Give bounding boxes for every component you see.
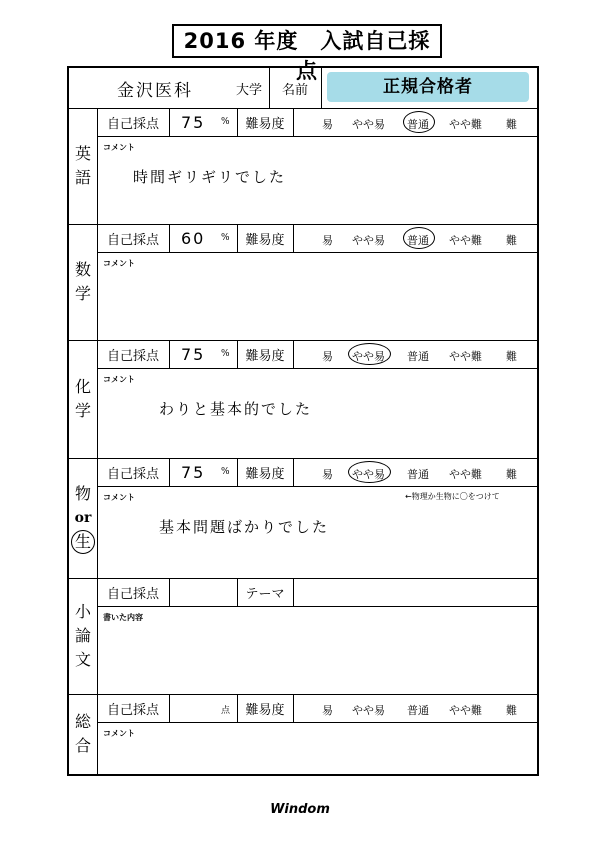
difficulty-option[interactable]: やや難 bbox=[449, 468, 482, 481]
selected-circle bbox=[348, 461, 391, 483]
university-handwritten: 金沢医科 bbox=[117, 81, 193, 101]
row-line bbox=[97, 606, 537, 607]
col-line bbox=[169, 458, 170, 486]
row-line bbox=[97, 252, 537, 253]
col-line bbox=[293, 458, 294, 486]
subject-label bbox=[69, 224, 97, 340]
difficulty-label: 難易度 bbox=[245, 348, 285, 364]
difficulty-option[interactable]: 難 bbox=[506, 118, 517, 131]
comment-label: コメント bbox=[103, 493, 135, 502]
difficulty-label: 難易度 bbox=[245, 702, 285, 718]
difficulty-option[interactable]: 普通 bbox=[407, 234, 429, 247]
subject-char: 化 bbox=[74, 377, 91, 396]
row-line bbox=[97, 486, 537, 487]
difficulty-option[interactable]: 難 bbox=[506, 234, 517, 247]
difficulty-option[interactable]: やや難 bbox=[449, 350, 482, 363]
col-line bbox=[293, 340, 294, 368]
subject-char: 数 bbox=[74, 260, 91, 279]
subject-char: 総 bbox=[74, 712, 91, 731]
difficulty-option[interactable]: やや難 bbox=[449, 118, 482, 131]
score-unit: % bbox=[221, 117, 230, 127]
score-unit: % bbox=[221, 467, 230, 477]
subject-char: 生 bbox=[71, 530, 95, 554]
selected-circle bbox=[403, 227, 435, 249]
difficulty-option[interactable]: 難 bbox=[506, 704, 517, 717]
difficulty-option[interactable]: 普通 bbox=[407, 468, 429, 481]
difficulty-option[interactable]: 普通 bbox=[407, 704, 429, 717]
difficulty-option[interactable]: やや易 bbox=[352, 234, 385, 247]
col-line bbox=[169, 224, 170, 252]
comment-label: コメント bbox=[103, 375, 135, 384]
subject-char: 文 bbox=[74, 650, 91, 669]
col-line bbox=[169, 340, 170, 368]
subject-label bbox=[69, 108, 97, 224]
difficulty-option[interactable]: 普通 bbox=[407, 118, 429, 131]
comment-text: わりと基本的でした bbox=[159, 400, 313, 418]
col-line bbox=[169, 108, 170, 136]
comment-text: 時間ギリギリでした bbox=[133, 168, 287, 186]
difficulty-option[interactable]: やや易 bbox=[352, 118, 385, 131]
subject-char: 小 bbox=[74, 602, 91, 621]
difficulty-option[interactable]: やや易 bbox=[352, 704, 385, 717]
difficulty-option[interactable]: 普通 bbox=[407, 350, 429, 363]
difficulty-option[interactable]: 難 bbox=[506, 468, 517, 481]
comment-label: コメント bbox=[103, 729, 135, 738]
subject-char: 合 bbox=[74, 736, 91, 755]
row-line bbox=[97, 136, 537, 137]
col-line bbox=[169, 694, 170, 722]
col-line bbox=[293, 108, 294, 136]
difficulty-option[interactable]: やや難 bbox=[449, 234, 482, 247]
selected-circle bbox=[403, 111, 435, 133]
col-line bbox=[169, 578, 170, 606]
difficulty-option[interactable]: 易 bbox=[322, 350, 333, 363]
score-sheet bbox=[67, 66, 539, 776]
bio-note: ←物理か生物に〇をつけて bbox=[405, 492, 500, 501]
subject-label bbox=[69, 578, 97, 694]
difficulty-option[interactable]: 易 bbox=[322, 468, 333, 481]
difficulty-label: 難易度 bbox=[245, 466, 285, 482]
difficulty-label: 難易度 bbox=[245, 232, 285, 248]
name-label: 名前 bbox=[281, 82, 308, 98]
score-label: 自己採点 bbox=[106, 586, 159, 602]
difficulty-option[interactable]: 易 bbox=[322, 234, 333, 247]
col-line bbox=[293, 694, 294, 722]
score-label: 自己採点 bbox=[106, 116, 159, 132]
subject-char: 学 bbox=[74, 401, 91, 420]
difficulty-option[interactable]: 難 bbox=[506, 350, 517, 363]
col-line bbox=[293, 578, 294, 606]
subject-label bbox=[69, 458, 97, 578]
score-unit: % bbox=[221, 233, 230, 243]
score-label: 自己採点 bbox=[106, 232, 159, 248]
written-content-label: 書いた内容 bbox=[103, 613, 143, 622]
subject-char: or bbox=[74, 510, 92, 526]
score-value[interactable]: 75 bbox=[181, 463, 206, 482]
page-title: 2016 年度 入試自己採点 bbox=[172, 24, 442, 58]
score-value[interactable]: 75 bbox=[181, 113, 206, 132]
footer-brand: Windom bbox=[270, 802, 330, 817]
difficulty-option[interactable]: やや難 bbox=[449, 704, 482, 717]
col-line bbox=[293, 224, 294, 252]
row-line bbox=[97, 368, 537, 369]
university-label: 大学 bbox=[235, 82, 262, 98]
selected-circle bbox=[348, 343, 391, 365]
comment-label: コメント bbox=[103, 143, 135, 152]
score-value[interactable]: 75 bbox=[181, 345, 206, 364]
row-line bbox=[97, 722, 537, 723]
comment-text: 基本問題ばかりでした bbox=[159, 518, 330, 536]
name-value: 正規合格者 bbox=[327, 72, 529, 102]
subject-label bbox=[69, 340, 97, 458]
difficulty-option[interactable]: 易 bbox=[322, 118, 333, 131]
score-label: 自己採点 bbox=[106, 466, 159, 482]
difficulty-option[interactable]: やや易 bbox=[352, 350, 385, 363]
comment-label: コメント bbox=[103, 259, 135, 268]
subject-label bbox=[69, 694, 97, 774]
difficulty-option[interactable]: やや易 bbox=[352, 468, 385, 481]
score-unit: 点 bbox=[221, 706, 231, 716]
difficulty-option[interactable]: 易 bbox=[322, 704, 333, 717]
subject-char: 英 bbox=[74, 144, 91, 163]
subject-char: 語 bbox=[74, 168, 91, 187]
theme-label: テーマ bbox=[245, 586, 285, 602]
score-unit: % bbox=[221, 349, 230, 359]
subject-char: 物 bbox=[74, 484, 91, 503]
difficulty-label: 難易度 bbox=[245, 116, 285, 132]
subject-char: 学 bbox=[74, 284, 91, 303]
score-label: 自己採点 bbox=[106, 348, 159, 364]
subject-char: 論 bbox=[74, 626, 91, 645]
score-label: 自己採点 bbox=[106, 702, 159, 718]
score-value[interactable]: 60 bbox=[181, 229, 206, 248]
